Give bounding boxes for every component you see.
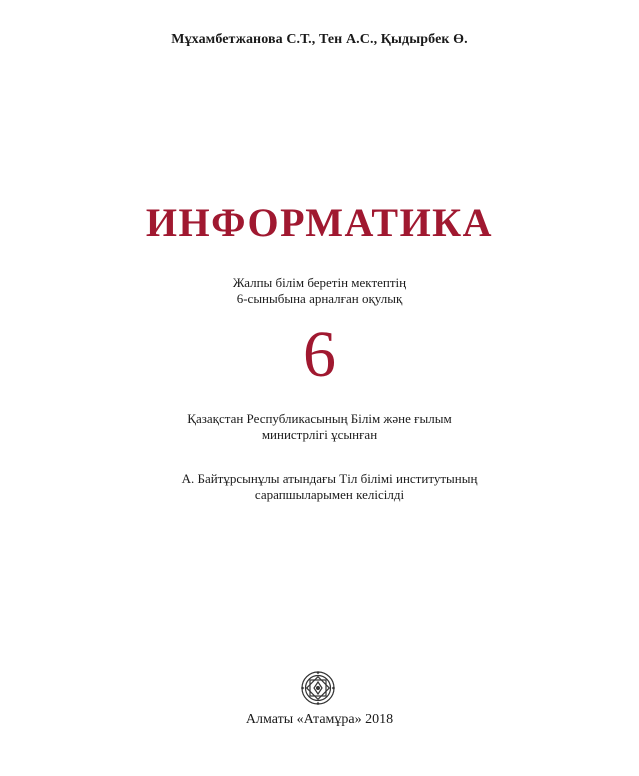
subtitle-line-2: 6-сыныбына арналған оқулық bbox=[236, 291, 403, 306]
book-title: ИНФОРМАТИКА bbox=[145, 200, 494, 245]
institute-approval bbox=[10, 471, 639, 503]
recommend-line-1: Қазақстан Республикасының Білім және ғылым bbox=[187, 411, 452, 426]
approval-line-2: сарапшыларымен келісілді bbox=[254, 487, 405, 502]
recommend-line-2: министрлігі ұсынған bbox=[261, 427, 378, 442]
publisher-emblem-icon bbox=[300, 670, 336, 706]
subtitle-line-1: Жалпы білім беретін мектептің bbox=[232, 275, 407, 290]
approval-line-1: А. Байтұрсынұлы атындағы Тіл білімі институтының bbox=[181, 471, 478, 486]
authors: Мұхамбетжанова С.Т., Тен А.С., Қыдырбек Ө. bbox=[171, 32, 468, 47]
ministry-recommendation bbox=[0, 411, 639, 443]
grade-number: 6 bbox=[303, 318, 336, 391]
publisher-imprint: Алматы «Атамұра» 2018 bbox=[245, 712, 394, 727]
book-subtitle bbox=[0, 275, 639, 307]
